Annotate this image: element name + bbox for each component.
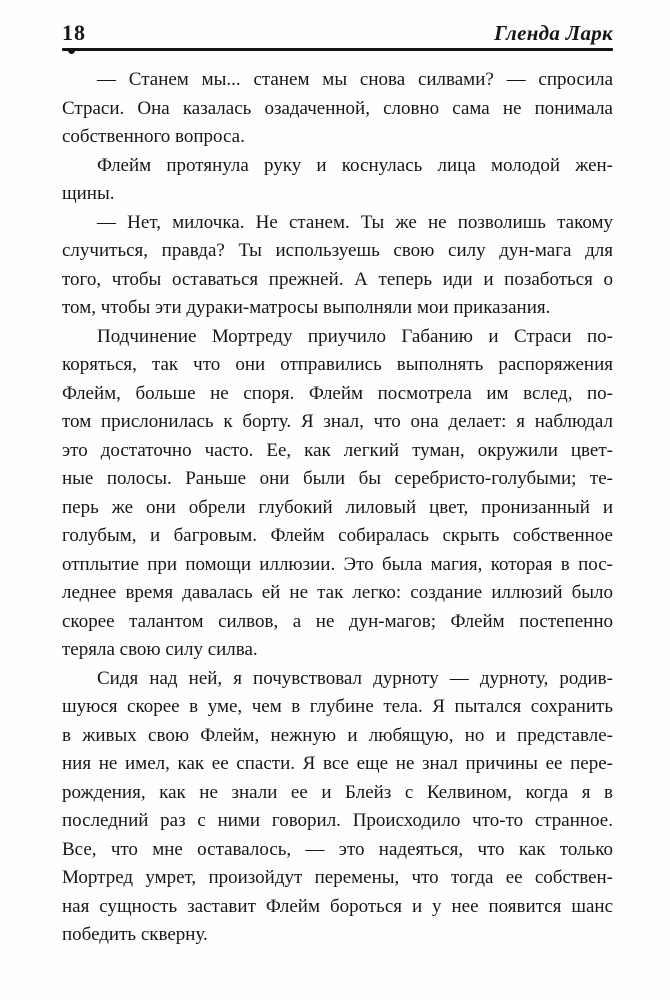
paragraph [62, 323, 613, 665]
text-line: Страси. Она казалась озадаченной, словно сама не понимала [62, 97, 613, 119]
text-line: ния не имел, как ее спасти. Я все еще не знал причины ее пере- [62, 753, 613, 774]
text-line: Флейм протянула руку и коснулась лица молодой жен- [97, 154, 613, 176]
text-line: собственного вопроса. [62, 126, 245, 147]
text-line: — Нет, милочка. Не станем. Ты же не позволишь такому [97, 211, 613, 233]
text-line: том прислонилась к борту. Я знал, что она делает: я наблюдал [62, 411, 613, 432]
text-line: Мортред умрет, произойдут перемены, что тогда ее собствен- [62, 867, 613, 888]
text-line: коряться, так что они отправились выполнять распоряжения [62, 354, 613, 375]
text-line: голубым, и багровым. Флейм собиралась скрыть собственное [62, 525, 613, 546]
text-line: перь же они обрели глубокий лиловый цвет, пронизанный и [62, 496, 613, 518]
paragraph [62, 152, 613, 209]
text-line: Сидя над ней, я почувствовал дурноту — дурноту, родив- [97, 667, 613, 689]
text-line: Флейм, больше не споря. Флейм посмотрела им вслед, по- [62, 382, 613, 404]
text-line: леднее время давалась ей не так легко: создание иллюзий было [62, 582, 613, 603]
running-title: Гленда Ларк [494, 21, 613, 45]
text-line: шуюся скорее в уме, чем в глубине тела. Я пытался сохранить [62, 696, 613, 717]
paragraph [62, 66, 613, 152]
text-line: — Станем мы... станем мы снова силвами? — спросила [97, 69, 613, 90]
text-line: в живых свою Флейм, нежную и любящую, но и представле- [62, 724, 613, 746]
text-line: Все, что мне оставалось, — это надеяться, что как только [62, 838, 613, 860]
text-line: победить скверну. [62, 924, 208, 945]
text-line: отплытие при помощи иллюзии. Это была магия, которая в пос- [62, 553, 613, 575]
text-line: это достаточно часто. Ее, как легкий туман, окружили цвет- [62, 439, 613, 461]
paragraph [62, 209, 613, 323]
text-line: скорее талантом силвов, а не дун-магов; Флейм постепенно [62, 610, 613, 632]
text-line: последний раз с ними говорил. Происходило что-то странное. [62, 810, 613, 831]
text-line: ная сущность заставит Флейм бороться и у нее появится шанс [62, 895, 613, 917]
text-line: рождения, как не знали ее и Блейз с Келвином, когда я в [62, 781, 613, 803]
page-number: 18 [62, 20, 86, 45]
text-line: случиться, правда? Ты используешь свою силу дун-мага для [62, 240, 613, 261]
text-line: теряла свою силу силва. [62, 639, 258, 660]
text-line: Подчинение Мортреду приучило Габанию и Страси по- [97, 325, 613, 347]
page-text [62, 66, 613, 950]
paragraph [62, 665, 613, 950]
running-head [62, 20, 613, 46]
text-line: ные полосы. Раньше они были бы серебристо-голубыми; те- [62, 468, 613, 489]
text-line: щины. [62, 183, 115, 204]
header-rule [62, 48, 613, 51]
text-line: том, чтобы эти дураки-матросы выполняли мои приказания. [62, 297, 551, 318]
text-line: того, чтобы оставаться прежней. А теперь иди и позаботься о [62, 268, 613, 290]
